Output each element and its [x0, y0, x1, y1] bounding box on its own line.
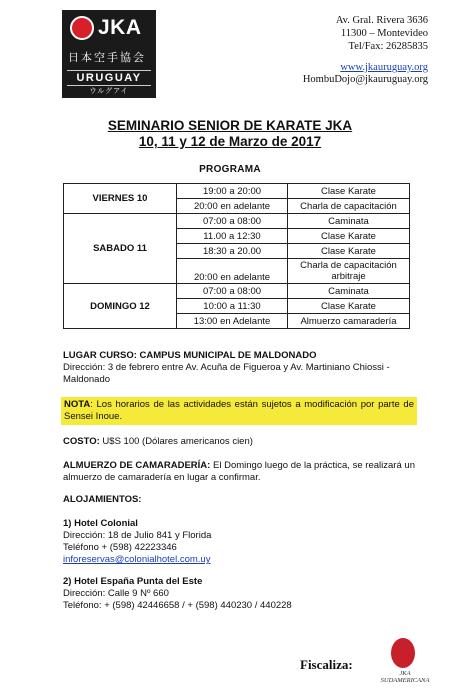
jka-uruguay-logo: [62, 10, 156, 98]
activity-cell: Clase Karate: [288, 184, 410, 199]
hotel-line: Teléfono: + (598) 42446658 / + (598) 440230 / 440228: [63, 600, 292, 611]
time-cell: 18:30 a 20.00: [177, 244, 288, 259]
costo-text: U$S 100 (Dólares americanos cien): [99, 436, 253, 447]
address-line: Tel/Fax: 26285835: [348, 41, 428, 52]
lugar-section: [63, 350, 415, 386]
hotel-line: Teléfono + (598) 42223346: [63, 542, 177, 553]
hotel-1: [63, 518, 415, 566]
nota-label: NOTA: [64, 399, 91, 410]
lugar-text: Dirección: 3 de febrero entre Av. Acuña de Figueroa y Av. Martiniano Chiossi - Maldonado: [63, 362, 390, 385]
time-cell: 20:00 en adelante: [177, 259, 288, 284]
hotel-name: 1) Hotel Colonial: [63, 518, 138, 529]
hotel-line: Dirección: 18 de Julio 841 y Florida: [63, 530, 212, 541]
address-block: [336, 14, 428, 53]
day-cell: SABADO 11: [64, 214, 177, 284]
almuerzo-section: [63, 460, 415, 484]
activity-cell: Almuerzo camaradería: [288, 314, 410, 329]
activity-cell: Charla de capacitación arbitraje: [288, 259, 410, 284]
costo-label: COSTO:: [63, 436, 100, 447]
time-cell: 10:00 a 11:30: [177, 299, 288, 314]
address-line: 11300 – Montevideo: [340, 28, 428, 39]
activity-cell: Caminata: [288, 284, 410, 299]
logo-katakana: ウルグアイ: [89, 87, 129, 95]
website-link[interactable]: www.jkauruguay.org: [340, 62, 428, 73]
hotel-email-link[interactable]: inforeservas@colonialhotel.com.uy: [63, 554, 211, 565]
table-row: [64, 184, 410, 199]
table-row: [64, 284, 410, 299]
lugar-label: LUGAR CURSO: CAMPUS MUNICIPAL DE MALDONADO: [63, 350, 317, 361]
activity-cell: Clase Karate: [288, 244, 410, 259]
activity-cell: Caminata: [288, 214, 410, 229]
logo-kanji: 日本空手協会: [68, 51, 146, 64]
logo-top-row: [70, 16, 142, 40]
logo-country: URUGUAY: [67, 70, 151, 86]
contact-links: [303, 62, 428, 86]
logo-red-circle-icon: [70, 16, 94, 40]
page-title: [0, 118, 460, 150]
fiscaliza-label: Fiscaliza:: [300, 657, 353, 672]
almuerzo-text: El Domingo luego de la práctica, se realizará un almuerzo de camaradería en lugar a confirmar.: [63, 460, 415, 483]
time-cell: 11.00 a 12:30: [177, 229, 288, 244]
activity-cell: Charla de capacitación: [288, 199, 410, 214]
day-cell: VIERNES 10: [64, 184, 177, 214]
time-cell: 20:00 en adelante: [177, 199, 288, 214]
sudamericana-red-emblem-icon: [391, 638, 415, 668]
address-line: Av. Gral. Rivera 3636: [335, 15, 428, 26]
nota-section: [61, 397, 417, 425]
time-cell: 07:00 a 08:00: [177, 214, 288, 229]
jka-sudamericana-logo: [380, 636, 430, 684]
hotel-name: 2) Hotel España Punta del Este: [63, 576, 203, 587]
sudamericana-caption: JKA SUDAMERICANA: [380, 670, 430, 684]
nota-text: : Los horarios de las actividades están sujetos a modificación por parte de Sensei Inoue.: [64, 399, 414, 422]
programa-heading: PROGRAMA: [199, 164, 261, 175]
title-line-2: 10, 11 y 12 de Marzo de 2017: [138, 134, 322, 149]
costo-section: [63, 436, 415, 448]
schedule-table: [63, 183, 410, 329]
day-cell: DOMINGO 12: [64, 284, 177, 329]
hotel-line: Dirección: Calle 9 Nº 660: [63, 588, 169, 599]
activity-cell: Clase Karate: [288, 229, 410, 244]
title-line-1: SEMINARIO SENIOR DE KARATE JKA: [107, 118, 353, 133]
logo-text: JKA: [98, 16, 142, 39]
time-cell: 13:00 en Adelante: [177, 314, 288, 329]
hotel-2: [63, 576, 415, 612]
alojamientos-heading: ALOJAMIENTOS:: [63, 494, 142, 505]
activity-cell: Clase Karate: [288, 299, 410, 314]
time-cell: 07:00 a 08:00: [177, 284, 288, 299]
table-row: [64, 214, 410, 229]
email-text: HombuDojo@jkauruguay.org: [302, 74, 428, 85]
almuerzo-label: ALMUERZO DE CAMARADERÍA:: [63, 460, 211, 471]
time-cell: 19:00 a 20:00: [177, 184, 288, 199]
